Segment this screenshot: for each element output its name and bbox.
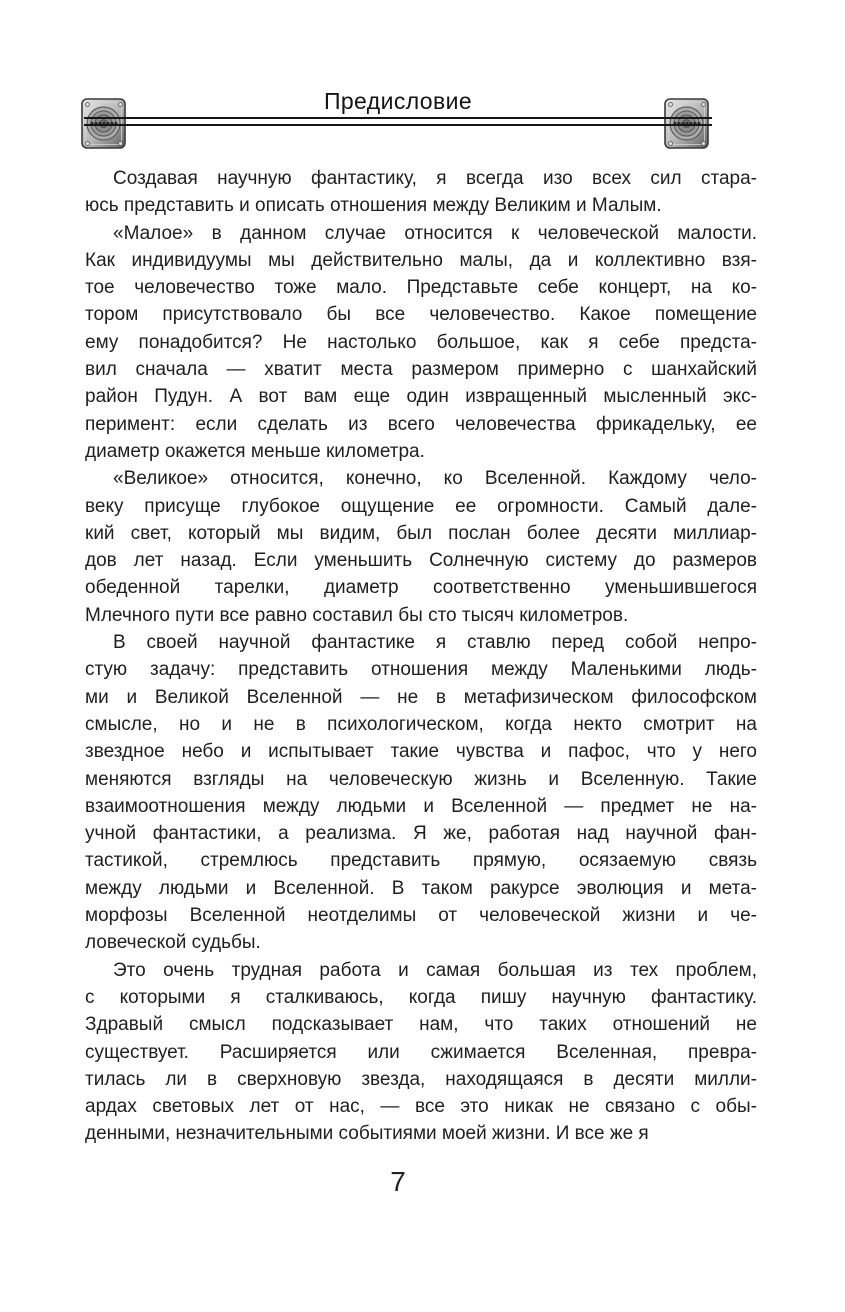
text-line: Создавая научную фантастику, я всегда изо всех сил стара- xyxy=(113,168,757,189)
text-line: Здравый смысл подсказывает нам, что таких отношений не xyxy=(85,1014,757,1036)
text-line: тилась ли в сверхновую звезда, находящаяся в десяти милли- xyxy=(85,1068,757,1090)
text-line: «Великое» относится, конечно, ко Вселенной. Каждому чело- xyxy=(113,468,757,490)
text-line: взаимоотношения между людьми и Вселенной — предмет не на- xyxy=(85,795,757,817)
text-line: между людьми и Вселенной. В таком ракурсе эволюция и мета- xyxy=(85,877,757,899)
text-line: Как индивидуумы мы действительно малы, да и коллективно взя- xyxy=(85,249,757,271)
text-line: перимент: если сделать из всего человечества фрикадельку, ее xyxy=(85,413,757,435)
text-line: веку присуще глубокое ощущение ее огромности. Самый дале- xyxy=(85,495,757,517)
text-line: юсь представить и описать отношения между Великим и Малым. xyxy=(85,195,662,217)
text-line: смысле, но и не в психологическом, когда некто смотрит на xyxy=(85,713,757,735)
text-line: район Пудун. А вот вам еще один извращенный мысленный экс- xyxy=(85,386,757,408)
text-line: морфозы Вселенной неотделимы от человеческой жизни и че- xyxy=(85,905,757,927)
text-line: диаметр окажется меньше километра. xyxy=(85,440,425,462)
text-line: Млечного пути все равно составил бы сто тысяч километров. xyxy=(85,604,629,626)
text-line: кий свет, который мы видим, был послан более десяти миллиар- xyxy=(85,522,757,544)
text-line: тором присутствовало бы все человечество. Какое помещение xyxy=(85,304,757,326)
text-line: существует. Расширяется или сжимается Вселенная, превра- xyxy=(85,1041,757,1063)
text-line: ловеческой судьбы. xyxy=(85,932,261,954)
text-line: дов лет назад. Если уменьшить Солнечную систему до размеров xyxy=(85,550,757,572)
text-line: учной фантастики, а реализма. Я же, работая над научной фан- xyxy=(85,823,757,845)
text-line: ми и Великой Вселенной — не в метафизическом философском xyxy=(85,686,757,708)
text-line: обеденной тарелки, диаметр соответственно уменьшившегося xyxy=(85,577,757,599)
text-line: вил сначала — хватит места размером примерно с шанхайский xyxy=(85,359,757,381)
text-line: «Малое» в данном случае относится к человеческой малости. xyxy=(113,222,757,244)
text-line: звездное небо и испытывает такие чувства и пафос, что у него xyxy=(85,741,757,763)
text-line: ему понадобится? Не настолько большое, как я себе предста- xyxy=(85,331,757,353)
double-rule xyxy=(84,117,712,126)
chapter-title: Предисловие xyxy=(323,88,473,114)
text-line: денными, незначительными событиями моей жизни. И все же я xyxy=(85,1123,649,1145)
page-number: 7 xyxy=(390,1166,406,1197)
text-line: стую задачу: представить отношения между Маленькими людь- xyxy=(85,659,757,681)
text-line: тое человечество тоже мало. Представьте себе концерт, на ко- xyxy=(85,277,757,299)
text-line: с которыми я сталкиваюсь, когда пишу научную фантастику. xyxy=(85,986,757,1008)
text-line: тастикой, стремлюсь представить прямую, осязаемую связь xyxy=(85,850,757,872)
text-line: Это очень трудная работа и самая большая из тех проблем, xyxy=(113,959,757,981)
text-line: ардах световых лет от нас, — все это никак не связано с обы- xyxy=(85,1096,757,1118)
text-line: меняются взгляды на человеческую жизнь и Вселенную. Такие xyxy=(85,768,757,790)
body-text xyxy=(85,165,757,1148)
text-line: В своей научной фантастике я ставлю перед собой непро- xyxy=(113,632,757,654)
